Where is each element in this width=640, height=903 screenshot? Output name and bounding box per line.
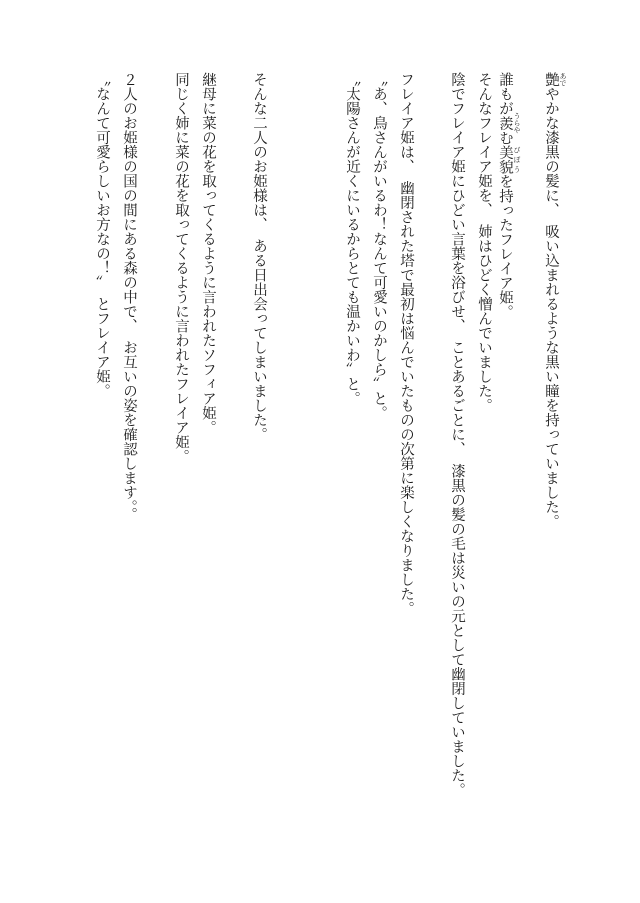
ruby-annotated-word <box>497 112 521 134</box>
text-column-2 <box>497 72 521 872</box>
column-text: 陰でフレイア姫にひどい言葉を浴びせ、 ことあるごとに、 漆黒の髪の毛は災いの元として幽閉していました。 <box>449 72 465 797</box>
column-text: む <box>497 130 513 145</box>
column-text: フレイア姫は、 幽閉された塔で最初は悩んでいたものの次第に楽しくなりました。 <box>398 72 414 616</box>
column-text: ２人のお姫様の国の間にある森の中で、 お互いの姿を確認します。。 <box>121 72 137 522</box>
ruby-reading: あで <box>559 72 567 87</box>
text-column-8 <box>249 72 269 872</box>
column-text: を持ったフレイア姫。 <box>497 174 513 319</box>
text-column-5 <box>396 72 416 872</box>
column-text: そんなフレイア姫を、 姉はひどく憎んでいました。 <box>476 72 492 413</box>
ruby-base: 艶 <box>543 72 559 87</box>
text-column-6 <box>369 72 389 872</box>
text-column-11 <box>119 72 139 872</box>
column-text: 〝太陽さんが近くにいるからとても温かいわ〟と。 <box>344 72 360 406</box>
text-column-1 <box>543 72 567 872</box>
column-text: 同じく姉に菜の花を取ってくるように言われたフレイア姫。 <box>173 72 189 464</box>
text-column-3 <box>474 72 494 872</box>
column-text: やかな漆黒の髪に、 吸い込まれるような黒い瞳を持っていました。 <box>543 86 559 529</box>
column-text: 継母に菜の花を取ってくるように言われたソフィア姫。 <box>200 72 216 435</box>
column-text: 〝あ、鳥さんがいるわ！なんて可愛いのかしら〟と。 <box>371 72 387 420</box>
column-text: 〝なんて可愛らしいお方なの！〟 とフレイア姫。 <box>94 72 110 399</box>
column-text: 誰もが <box>497 72 513 116</box>
ruby-annotated-word <box>543 72 567 87</box>
text-column-7 <box>342 72 362 872</box>
ruby-base: 美貌 <box>497 145 513 174</box>
ruby-base: 羨 <box>497 112 513 134</box>
text-column-12 <box>92 72 112 872</box>
text-column-10 <box>171 72 191 872</box>
ruby-reading: びぼう <box>513 145 521 174</box>
text-column-4 <box>447 72 467 872</box>
column-text: そんな二人のお姫様は、 ある日出会ってしまいました。 <box>251 72 267 442</box>
ruby-reading: うらや <box>513 112 521 134</box>
text-column-9 <box>198 72 218 872</box>
ruby-annotated-word <box>497 145 521 174</box>
